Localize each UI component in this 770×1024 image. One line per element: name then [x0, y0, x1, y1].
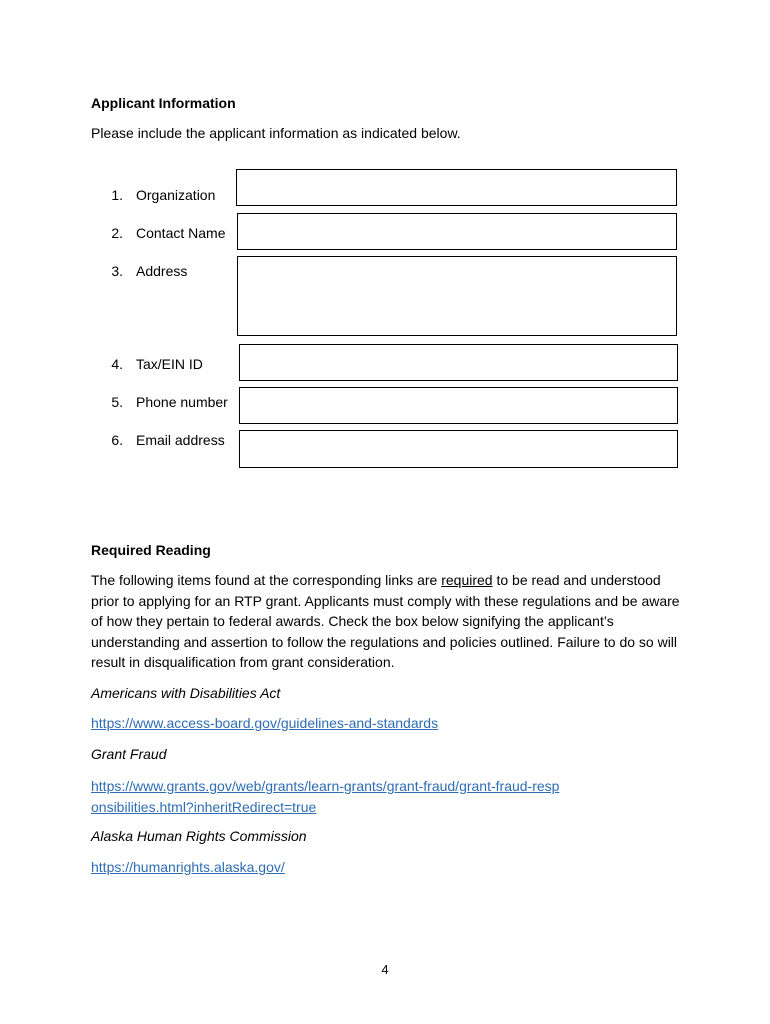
ada-link[interactable]: https://www.access-board.gov/guidelines-and-standards [91, 715, 439, 731]
grant-fraud-title: Grant Fraud [91, 746, 167, 762]
phone-number-field[interactable] [239, 387, 678, 424]
address-label: Address [136, 263, 188, 279]
field-number: 6. [111, 432, 123, 448]
ahrc-title: Alaska Human Rights Commission [91, 828, 307, 844]
field-number: 3. [111, 263, 123, 279]
ada-title: Americans with Disabilities Act [91, 685, 281, 701]
tax-ein-label: Tax/EIN ID [136, 356, 203, 372]
field-number: 1. [111, 187, 123, 203]
grant-fraud-link[interactable]: https://www.grants.gov/web/grants/learn-grants/grant-fraud/grant-fraud-responsibilities.html?inheritRedirect=true [91, 778, 560, 815]
required-word: required [441, 572, 493, 588]
contact-name-label: Contact Name [136, 225, 226, 241]
field-number: 2. [111, 225, 123, 241]
email-address-label: Email address [136, 432, 225, 448]
applicant-intro: Please include the applicant information as indicated below. [91, 125, 461, 141]
phone-number-label: Phone number [136, 394, 228, 410]
email-address-field[interactable] [239, 430, 678, 468]
organization-label: Organization [136, 187, 216, 203]
address-field[interactable] [237, 256, 677, 336]
page-number: 4 [381, 962, 389, 977]
field-number: 5. [111, 394, 123, 410]
tax-ein-field[interactable] [239, 344, 678, 381]
organization-field[interactable] [236, 169, 677, 206]
required-reading-heading: Required Reading [91, 542, 211, 558]
ahrc-link[interactable]: https://humanrights.alaska.gov/ [91, 859, 285, 875]
applicant-heading: Applicant Information [91, 95, 236, 111]
required-reading-paragraph: The following items found at the corresponding links are required to be read and understood prior to applying for an RTP grant. Applicants must comply with these regulations and be aware of how they pertain to federal awards. Check the box below signifying the applicant’s understanding and assertion to follow the regulations and policies outlined. Failure to do so will result in disqualification from grant consideration. [91, 572, 680, 670]
contact-name-field[interactable] [237, 213, 677, 250]
field-number: 4. [111, 356, 123, 372]
